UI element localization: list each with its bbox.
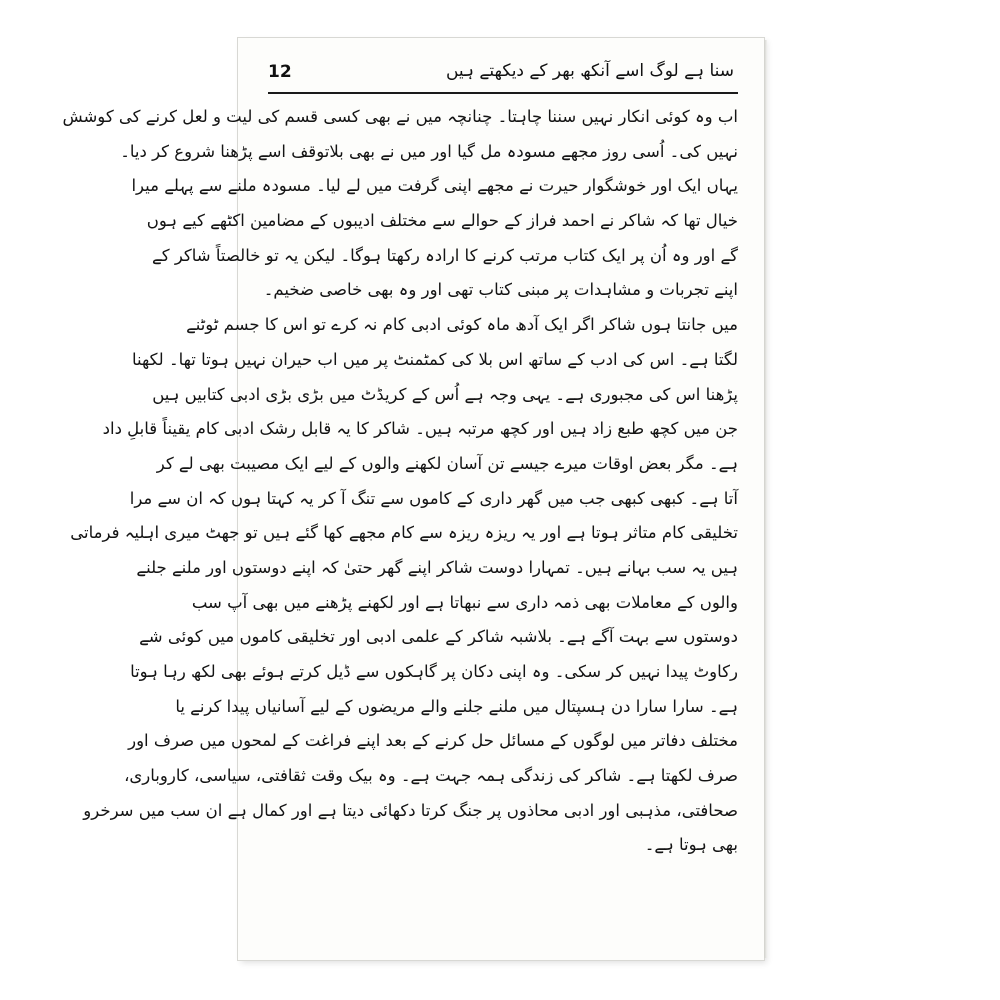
- text-line: آتا ہے۔ کبھی کبھی جب میں گھر داری کے کاموں سے تنگ آ کر یہ کہتا ہوں کہ ان سے مرا: [129, 488, 738, 508]
- text-line: جن میں کچھ طبع زاد ہیں اور کچھ مرتبہ ہیں۔ شاکر کا یہ قابل رشک ادبی کام یقیناً قابلِ داد: [102, 419, 738, 439]
- text-line: ہے۔ مگر بعض اوقات میرے جیسے تن آسان لکھنے والوں کے لیے ایک مصیبت بھی لے کر: [156, 453, 738, 473]
- text-line: ہیں یہ سب بہانے ہیں۔ تمہارا دوست شاکر اپنے گھر حتیٰ کہ اپنے دوستوں اور ملنے جلنے: [136, 557, 738, 577]
- running-title: سنا ہے لوگ اسے آنکھ بھر کے دیکھتے ہیں: [445, 61, 734, 81]
- text-line: خیال تھا کہ شاکر نے احمد فراز کے حوالے سے مختلف ادیبوں کے مضامین اکٹھے کیے ہوں: [146, 211, 738, 231]
- page-edge-shadow: [764, 40, 767, 958]
- text-line: نہیں کی۔ اُسی روز مجھے مسودہ مل گیا اور میں نے بھی بلاتوقف اسے پڑھنا شروع کر دیا۔: [120, 141, 738, 161]
- text-line: لگتا ہے۔ اس کی ادب کے ساتھ اس بلا کی کمٹمنٹ پر میں اب حیران نہیں ہوتا تھا۔ لکھنا: [131, 349, 738, 369]
- text-line: اب وہ کوئی انکار نہیں سننا چاہتا۔ چنانچہ میں نے بھی کسی قسم کی لیت و لعل کرنے کی کوشش: [62, 107, 738, 126]
- text-line: گے اور وہ اُن پر ایک کتاب مرتب کرنے کا ارادہ رکھتا ہوگا۔ لیکن یہ تو خالصتاً شاکر کے: [152, 245, 738, 265]
- text-line: ہے۔ سارا سارا دن ہسپتال میں ملنے جلنے والے مریضوں کے لیے آسانیاں پیدا کرنے یا: [175, 696, 738, 716]
- text-line: دوستوں سے بہت آگے ہے۔ بلاشبہ شاکر کے علمی ادبی اور تخلیقی کاموں میں کوئی شے: [139, 627, 738, 647]
- text-line: مختلف دفاتر میں لوگوں کے مسائل حل کرنے کے بعد اپنے فراغت کے لمحوں میں صرف اور: [128, 731, 738, 751]
- text-line: پڑھنا اس کی مجبوری ہے۔ یہی وجہ ہے اُس کے کریڈٹ میں بڑی بڑی ادبی کتابیں ہیں: [152, 384, 738, 404]
- text-line: میں جانتا ہوں شاکر اگر ایک آدھ ماہ کوئی ادبی کام نہ کرے تو اس کا جسم ٹوٹنے: [186, 315, 738, 335]
- text-line: بھی ہوتا ہے۔: [644, 835, 738, 855]
- header-rule: [268, 92, 738, 94]
- page-number: 12: [268, 62, 292, 82]
- text-line: صرف لکھتا ہے۔ شاکر کی زندگی ہمہ جہت ہے۔ وہ بیک وقت ثقافتی، سیاسی، کاروباری،: [124, 766, 738, 786]
- text-line: صحافتی، مذہبی اور ادبی محاذوں پر جنگ کرتا دکھائی دیتا ہے اور کمال ہے ان سب میں سرخرو: [83, 800, 738, 820]
- page-header: [268, 60, 734, 92]
- body-text: [62, 100, 738, 863]
- text-line: یہاں ایک اور خوشگوار حیرت نے مجھے اپنی گرفت میں لے لیا۔ مسودہ ملنے سے پہلے میرا: [131, 176, 738, 196]
- text-line: اپنے تجربات و مشاہدات پر مبنی کتاب تھی اور وہ بھی خاصی ضخیم۔: [263, 280, 738, 300]
- text-line: تخلیقی کام متاثر ہوتا ہے اور یہ ریزہ ریزہ سے کام مجھے کھا گئے ہیں تو جھٹ میری اہلیہ فرماتی: [70, 523, 738, 543]
- text-line: رکاوٹ پیدا نہیں کر سکی۔ وہ اپنی دکان پر گاہکوں سے ڈیل کرتے ہوئے بھی لکھ رہا ہوتا: [130, 662, 738, 681]
- text-line: والوں کے معاملات بھی ذمہ داری سے نبھاتا ہے اور لکھنے پڑھنے میں بھی آپ سب: [191, 592, 738, 612]
